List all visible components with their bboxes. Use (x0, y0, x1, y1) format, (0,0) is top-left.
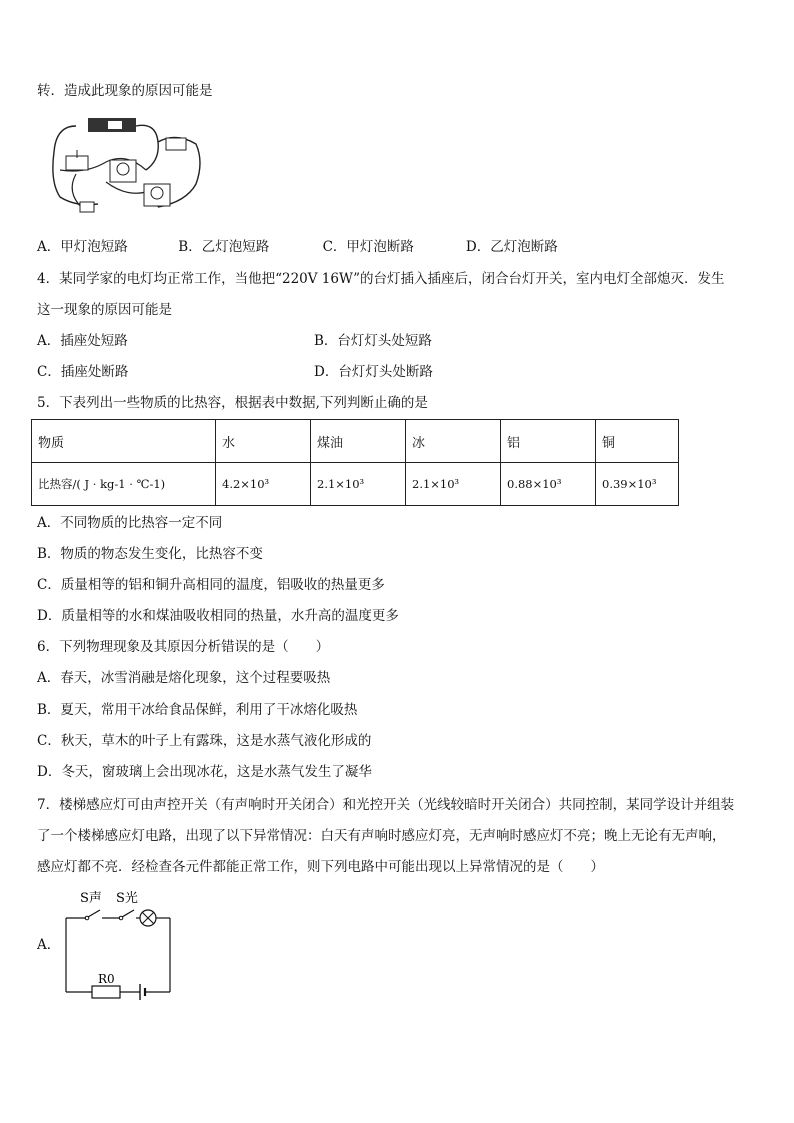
specific-heat-table (31, 419, 679, 506)
q6-option-a[interactable]: A．春天，冰雪消融是熔化现象，这个过程要吸热 (37, 670, 331, 686)
resistor-label: R0 (98, 972, 115, 986)
q4-stem-line1: 4．某同学家的电灯均正常工作，当他把“220V 16W”的台灯插入插座后，闭合台灯开关，室内电灯全部熄灭．发生 (37, 271, 725, 287)
switch-sound-label: S声 (80, 891, 102, 906)
table-cell: 铝 (501, 420, 596, 463)
q4-option-c[interactable]: C．插座处断路 (37, 364, 129, 380)
q6-option-b[interactable]: B．夏天，常用干冰给食品保鲜，利用了干冰熔化吸热 (37, 702, 358, 718)
q4-option-b[interactable]: B．台灯灯头处短路 (314, 333, 432, 349)
q6-stem: 6．下列物理现象及其原因分析错误的是（ ） (37, 639, 330, 655)
q6-option-d[interactable]: D．冬天，窗玻璃上会出现冰花，这是水蒸气发生了凝华 (37, 764, 372, 780)
table-cell: 冰 (406, 420, 501, 463)
q3-option-a[interactable]: A．甲灯泡短路 (37, 239, 128, 255)
q3-stem-tail: 转．造成此现象的原因可能是 (37, 83, 213, 99)
q3-circuit-figure (46, 112, 206, 222)
q3-options (37, 238, 558, 256)
table-cell: 0.88×10³ (501, 463, 596, 506)
q5-stem: 5．下表列出一些物质的比热容，根据表中数据,下列判断止确的是 (37, 395, 428, 411)
q5-option-a[interactable]: A．不同物质的比热容一定不同 (37, 515, 223, 531)
q6-option-c[interactable]: C．秋天，草木的叶子上有露珠，这是水蒸气液化形成的 (37, 733, 372, 749)
table-cell: 铜 (596, 420, 679, 463)
table-cell: 2.1×10³ (406, 463, 501, 506)
q5-option-c[interactable]: C．质量相等的铝和铜升高相同的温度，铝吸收的热量更多 (37, 577, 385, 593)
q4-option-a[interactable]: A．插座处短路 (37, 333, 128, 349)
q7-stem-line2: 了一个楼梯感应灯电路，出现了以下异常情况：白天有声响时感应灯亮，无声响时感应灯不亮；晚上无论有无声响， (37, 828, 726, 844)
q3-option-b[interactable]: B．乙灯泡短路 (178, 239, 270, 255)
q4-option-d[interactable]: D．台灯灯头处断路 (314, 364, 433, 380)
table-cell: 4.2×10³ (216, 463, 311, 506)
table-cell: 比热容/( J · kg-1 · ℃-1) (32, 463, 216, 506)
q7-stem-line3: 感应灯都不亮．经检查各元件都能正常工作，则下列电路中可能出现以上异常情况的是（ ） (37, 859, 604, 875)
table-cell: 0.39×10³ (596, 463, 679, 506)
q7-option-a-label[interactable]: A． (37, 937, 61, 953)
q7-circuit-a (60, 884, 180, 1000)
table-cell: 煤油 (311, 420, 406, 463)
table-cell: 2.1×10³ (311, 463, 406, 506)
resistor-icon (92, 986, 120, 998)
table-cell: 水 (216, 420, 311, 463)
table-row (32, 463, 679, 506)
q4-stem-line2: 这一现象的原因可能是 (37, 302, 172, 318)
q3-option-d[interactable]: D．乙灯泡断路 (465, 239, 558, 255)
table-header-row (32, 420, 679, 463)
q7-stem-line1: 7．楼梯感应灯可由声控开关（有声响时开关闭合）和光控开关（光线较暗时开关闭合）共同控制，某同学设计并组装 (37, 797, 735, 813)
q5-option-b[interactable]: B．物质的物态发生变化，比热容不变 (37, 546, 263, 562)
table-cell: 物质 (32, 420, 216, 463)
q3-option-c[interactable]: C．甲灯泡断路 (322, 239, 414, 255)
q5-option-d[interactable]: D．质量相等的水和煤油吸收相同的热量，水升高的温度更多 (37, 608, 399, 624)
switch-light-label: S光 (116, 891, 138, 906)
